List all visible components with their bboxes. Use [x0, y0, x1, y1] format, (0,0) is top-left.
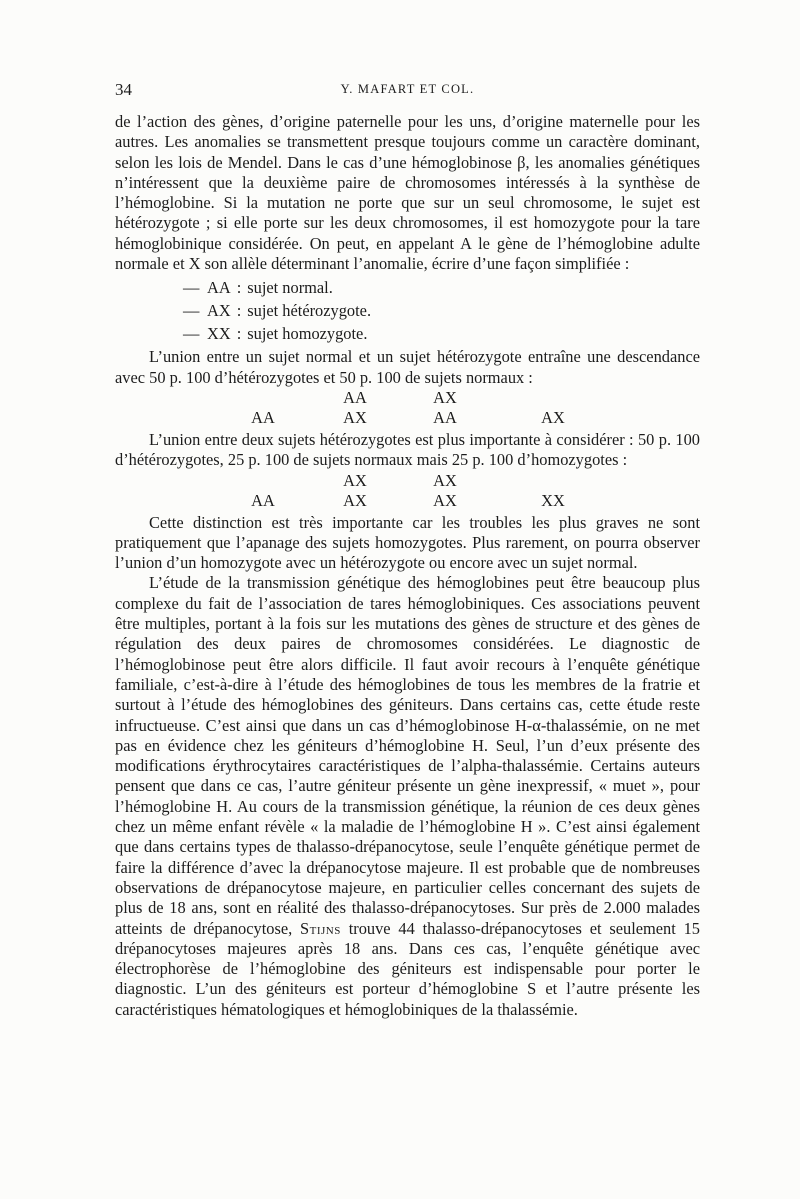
- offspring-genotype: AX: [343, 407, 367, 427]
- parent-genotype: AX: [433, 387, 457, 407]
- offspring-genotype: XX: [541, 490, 565, 510]
- parent-genotype: AA: [343, 387, 367, 407]
- genotype-separator: :: [236, 278, 242, 298]
- genotype-separator: :: [236, 301, 242, 321]
- page: [115, 80, 700, 1020]
- paragraph-4: Cette distinction est très importante car les troubles les plus graves ne sont pratiquement que l’apanage des sujets homozygotes. Plus rarement, on pourra observer l’union d’un homozygote avec un hétérozygote ou encore avec un sujet normal.: [115, 512, 700, 573]
- genotype-item-ax: [183, 299, 700, 322]
- genotype-item-aa: [183, 276, 700, 299]
- paragraph-5-part-1: L’étude de la transmission génétique des hémoglobines peut être beaucoup plus complexe du fait de l’association de tares hémoglobiniques. Ces associations peuvent être multiples, portant à la fois sur les mutations des gènes de structure et des gènes de régulation des deux paires de chromosomes considérées. Le diagnostic de l’hémoglobinose peut être alors difficile. Il faut avoir recours à l’enquête génétique familiale, c’est-à-dire à l’étude des hémoglobines de tous les membres de la fratrie et surtout à l’étude des hémoglobines des géniteurs. Dans certains cas, cette étude reste infructueuse. C’est ainsi que dans un cas d’hémoglobinose H-α-thalassémie, on ne met pas en évidence chez les géniteurs d’hémoglobine H. Seul, l’un d’eux présente des modifications érythrocytaires caractéristiques de l’alpha-thalassémie. Certains auteurs pensent que dans ce cas, l’autre géniteur présente un gène inexpressif, « muet », pour l’hémoglobine H. Au cours de la transmission génétique, la réunion de ces deux gènes chez un même enfant révèle « la maladie de l’hémoglobine H ». C’est ainsi également que dans certains types de thalasso-drépanocytose, seule l’enquête génétique permet de faire la différence d’avec la drépanocytose majeure. Il est probable que de nombreuses observations de drépanocytose majeure, en particulier celles concernant des sujets de plus de 18 ans, sont en réalité des thalasso-drépanocytoses. Sur près de 2.000 malades atteints de drépanocytose,: [115, 573, 700, 938]
- genotype-list: [183, 276, 700, 345]
- genotype-code: AX: [207, 301, 231, 321]
- paragraph-1: de l’action des gènes, d’origine paternelle pour les uns, d’origine maternelle pour les autres. Les anomalies se transmettent presque toujours comme un caractère dominant, selon les lois de Mendel. Dans le cas d’une hémoglobinose β, les anomalies génétiques n’intéressent que la deuxième paire de chromosomes intéressés à la synthèse de l’hémoglobine. Si la mutation ne porte que sur un seul chromosome, le sujet est hétérozygote ; si elle porte sur les deux chromosomes, il est homozygote pour la tare hémoglobinique considérée. On peut, en appelant A le gène de l’hémoglobine adulte normale et X son allèle déterminant l’anomalie, écrire d’une façon simplifiée :: [115, 112, 700, 274]
- page-header: [115, 80, 700, 102]
- paragraph-5-part-2: trouve 44 thalasso-drépanocytoses et seulement 15 drépanocytoses majeures après 18 ans. Dans ces cas, l’enquête génétique avec électrophorèse de l’hémoglobine des géniteurs est indispensable pour porter le diagnostic. L’un des géniteurs est porteur d’hémoglobine S et l’autre présente les caractéristiques hématologiques et hémoglobiniques de la thalassémie.: [115, 918, 701, 1019]
- genotype-item-xx: [183, 322, 700, 345]
- page-number: 34: [115, 80, 132, 99]
- cross-normal-heterozygote: [115, 388, 700, 430]
- parent-genotype: AX: [343, 470, 367, 490]
- genotype-code: AA: [207, 278, 231, 298]
- genotype-description: sujet homozygote.: [247, 324, 368, 344]
- offspring-genotype: AX: [433, 490, 457, 510]
- list-dash: —: [183, 278, 200, 298]
- body-text: [115, 112, 700, 1020]
- running-head: Y. MAFART ET COL.: [340, 82, 475, 96]
- author-name: Stijns: [300, 918, 341, 938]
- offspring-genotype: AX: [541, 407, 565, 427]
- offspring-genotype: AA: [251, 490, 275, 510]
- genotype-description: sujet hétérozygote.: [247, 301, 372, 321]
- cross-heterozygotes: [115, 471, 700, 513]
- list-dash: —: [183, 301, 200, 321]
- parent-genotype: AX: [433, 470, 457, 490]
- offspring-genotype: AA: [251, 407, 275, 427]
- paragraph-5: [115, 573, 700, 1020]
- genotype-code: XX: [207, 324, 231, 344]
- paragraph-3: L’union entre deux sujets hétérozygotes est plus importante à considérer : 50 p. 100 d’hétérozygotes, 25 p. 100 de sujets normaux mais 25 p. 100 d’homozygotes :: [115, 429, 700, 470]
- list-dash: —: [183, 324, 200, 344]
- offspring-genotype: AX: [343, 490, 367, 510]
- genotype-separator: :: [236, 324, 242, 344]
- paragraph-2: L’union entre un sujet normal et un sujet hétérozygote entraîne une descendance avec 50 p. 100 d’hétérozygotes et 50 p. 100 de sujets normaux :: [115, 347, 700, 387]
- offspring-genotype: AA: [433, 407, 457, 427]
- genotype-description: sujet normal.: [247, 278, 333, 298]
